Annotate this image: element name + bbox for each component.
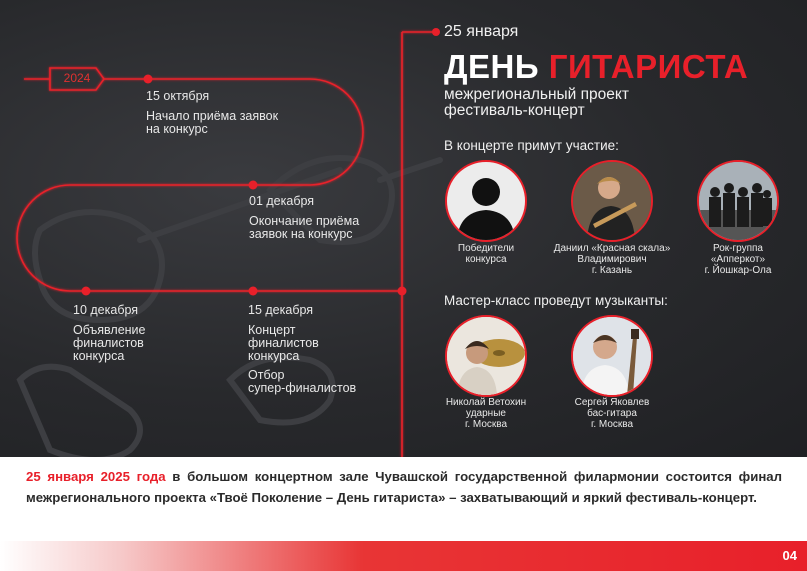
event-extra <box>248 369 356 395</box>
timeline-dot <box>432 28 440 36</box>
event-description <box>146 110 278 136</box>
event-line: Окончание приёма <box>249 214 360 228</box>
event-date: 01 декабря <box>249 194 315 208</box>
event-title <box>444 48 748 86</box>
footer-highlight: 25 января 2025 года <box>26 469 166 484</box>
event-line: Концерт <box>248 323 296 337</box>
event-date: 15 октября <box>146 89 210 103</box>
timeline-dot <box>144 75 153 84</box>
event-line: Отбор <box>248 368 285 382</box>
caption-line: Николай Ветохин <box>445 397 527 408</box>
event-line: на конкурс <box>146 122 208 136</box>
avatar-sergey <box>571 315 653 397</box>
participant-caption <box>668 243 807 276</box>
event-line: Объявление <box>73 323 146 337</box>
page-number: 04 <box>782 548 797 563</box>
timeline-dot <box>249 181 258 190</box>
caption-line: Даниил «Красная скала» <box>553 243 671 254</box>
caption-line: Сергей Яковлев <box>574 397 650 408</box>
master-caption <box>416 397 556 430</box>
caption-line: «Апперкот» <box>710 254 766 265</box>
avatar-band <box>697 160 779 242</box>
event-line: Начало приёма заявок <box>146 109 279 123</box>
footer-paragraph <box>26 467 782 508</box>
timeline-dot <box>249 287 258 296</box>
event-description <box>73 324 146 363</box>
person-silhouette-icon <box>447 162 525 240</box>
event-line: заявок на конкурс <box>249 227 353 241</box>
avatar-nikolai <box>445 315 527 397</box>
participant-caption <box>416 243 556 265</box>
caption-line: Владимирович <box>577 254 647 265</box>
event-line: конкурса <box>73 349 125 363</box>
guitarist-photo-icon <box>573 162 651 240</box>
caption-line: Рок-группа <box>713 243 763 254</box>
participants-heading: В концерте примут участие: <box>444 138 619 153</box>
participant-caption <box>542 243 682 276</box>
event-date: 10 декабря <box>73 303 139 317</box>
caption-line: г. Казань <box>591 265 633 276</box>
caption-line: г. Москва <box>464 419 508 430</box>
caption-line: г. Москва <box>590 419 634 430</box>
event-line: финалистов <box>73 336 144 350</box>
year-badge: 2024 <box>63 71 91 85</box>
avatar-winners <box>445 160 527 242</box>
subtitle-line: фестиваль-концерт <box>444 102 585 119</box>
masterclass-heading: Мастер-класс проведут музыканты: <box>444 293 668 308</box>
event-subtitle <box>444 87 629 119</box>
subtitle-line: межрегиональный проект <box>444 86 629 103</box>
bottom-red-bar <box>0 541 807 571</box>
bassist-photo-icon <box>573 317 651 395</box>
footer-body: в большом концертном зале Чувашской государственной филармонии состоится финал межрегионального проекта «Твоё Поколение – День гитариста» – захватывающий и яркий фестиваль-концерт. <box>26 469 783 505</box>
caption-line: конкурса <box>465 254 507 265</box>
drummer-photo-icon <box>447 317 525 395</box>
caption-line: Победители <box>457 243 515 254</box>
title-part-red: ГИТАРИСТА <box>548 48 749 85</box>
event-date: 15 декабря <box>248 303 314 317</box>
event-main-date: 25 января <box>444 23 519 40</box>
event-description <box>248 324 319 363</box>
master-caption <box>542 397 682 430</box>
event-line: финалистов <box>248 336 319 350</box>
timeline-dot <box>82 287 91 296</box>
caption-line: ударные <box>466 408 506 419</box>
caption-line: бас-гитара <box>587 408 637 419</box>
band-photo-icon <box>699 162 777 240</box>
event-description <box>249 215 359 241</box>
timeline-dot <box>398 287 407 296</box>
event-line: конкурса <box>248 349 300 363</box>
title-part-white: ДЕНЬ <box>444 48 540 85</box>
avatar-daniil <box>571 160 653 242</box>
caption-line: г. Йошкар-Ола <box>704 265 772 276</box>
event-line: супер-финалистов <box>248 381 357 395</box>
